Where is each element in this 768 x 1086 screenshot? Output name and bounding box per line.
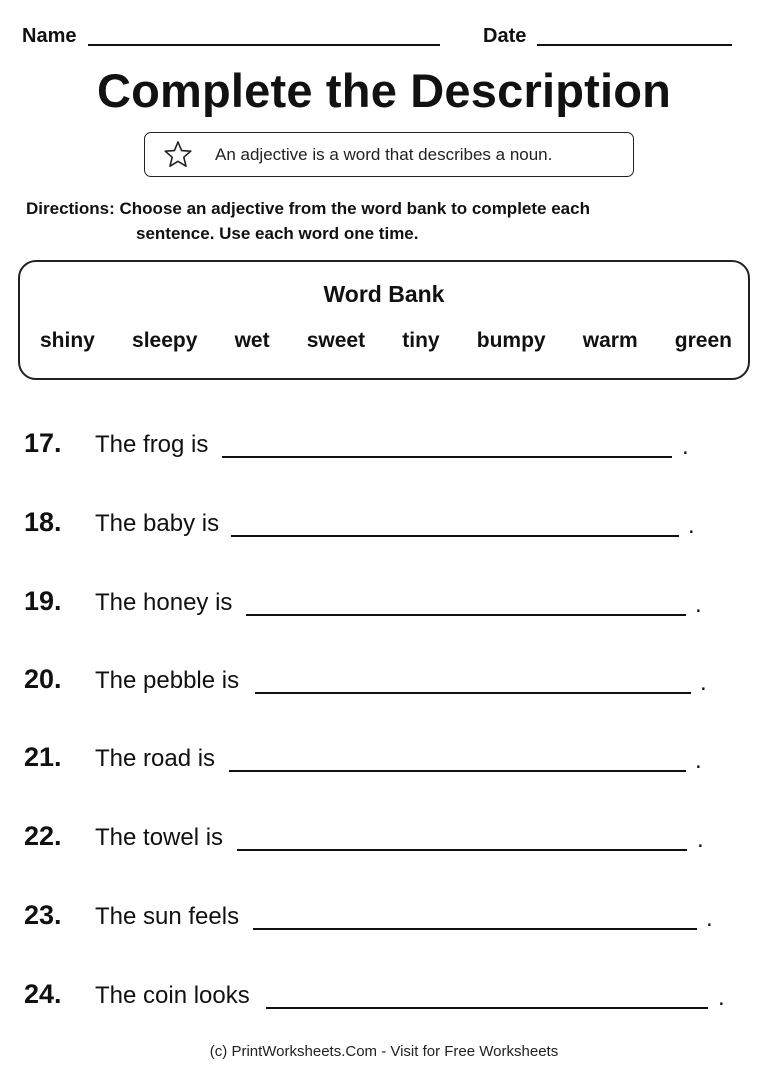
question-18 bbox=[0, 505, 768, 545]
question-text: The pebble is bbox=[95, 667, 240, 694]
question-21 bbox=[0, 740, 768, 780]
answer-blank[interactable] bbox=[253, 928, 697, 930]
answer-blank[interactable] bbox=[222, 456, 672, 458]
question-period: . bbox=[695, 747, 702, 774]
question-number: 17. bbox=[24, 428, 62, 458]
question-number: 24. bbox=[24, 979, 62, 1009]
name-field[interactable] bbox=[88, 44, 440, 46]
question-number: 18. bbox=[24, 507, 62, 537]
question-period: . bbox=[688, 512, 695, 539]
date-field[interactable] bbox=[537, 44, 732, 46]
question-period: . bbox=[682, 433, 689, 460]
question-period: . bbox=[706, 905, 713, 932]
question-number: 23. bbox=[24, 900, 62, 930]
question-text: The honey is bbox=[95, 589, 233, 616]
word-bank-word: sleepy bbox=[132, 329, 198, 352]
answer-blank[interactable] bbox=[231, 535, 679, 537]
word-bank-word: sweet bbox=[306, 329, 366, 352]
question-text: The baby is bbox=[95, 510, 220, 537]
question-text: The coin looks bbox=[95, 982, 250, 1009]
page-title: Complete the Description bbox=[96, 64, 672, 117]
word-bank-word: bumpy bbox=[476, 329, 546, 352]
question-23 bbox=[0, 898, 768, 938]
tip-box bbox=[144, 132, 634, 177]
question-period: . bbox=[718, 984, 725, 1011]
question-text: The frog is bbox=[95, 431, 209, 458]
question-number: 19. bbox=[24, 586, 62, 616]
word-bank-word: green bbox=[674, 329, 732, 352]
word-bank-word: warm bbox=[582, 329, 638, 352]
directions-line-2: sentence. Use each word one time. bbox=[136, 224, 419, 243]
word-bank-word: tiny bbox=[402, 329, 440, 352]
answer-blank[interactable] bbox=[255, 692, 691, 694]
word-bank-title: Word Bank bbox=[323, 281, 445, 307]
question-period: . bbox=[700, 669, 707, 696]
answer-blank[interactable] bbox=[229, 770, 686, 772]
question-period: . bbox=[695, 591, 702, 618]
question-text: The road is bbox=[95, 745, 216, 772]
question-22 bbox=[0, 819, 768, 859]
word-bank-word: shiny bbox=[40, 329, 95, 352]
question-number: 22. bbox=[24, 821, 62, 851]
directions-line-1: Directions: Choose an adjective from the word bank to complete each bbox=[26, 199, 590, 218]
question-period: . bbox=[697, 826, 704, 853]
question-number: 21. bbox=[24, 742, 62, 772]
answer-blank[interactable] bbox=[237, 849, 687, 851]
question-text: The towel is bbox=[95, 824, 224, 851]
answer-blank[interactable] bbox=[246, 614, 686, 616]
word-bank-word: wet bbox=[234, 329, 270, 352]
question-text: The sun feels bbox=[95, 903, 240, 930]
word-bank-words bbox=[40, 328, 732, 354]
answer-blank[interactable] bbox=[266, 1007, 708, 1009]
star-icon bbox=[163, 140, 193, 168]
tip-text: An adjective is a word that describes a noun. bbox=[215, 145, 553, 164]
footer-credit: (c) PrintWorksheets.Com - Visit for Free Worksheets bbox=[209, 1043, 559, 1060]
question-19 bbox=[0, 584, 768, 624]
name-label: Name bbox=[22, 25, 77, 47]
question-24 bbox=[0, 977, 768, 1017]
word-bank bbox=[18, 260, 750, 380]
question-20 bbox=[0, 662, 768, 702]
question-17 bbox=[0, 426, 768, 466]
directions bbox=[26, 196, 726, 246]
date-label: Date bbox=[483, 25, 527, 47]
question-number: 20. bbox=[24, 664, 62, 694]
